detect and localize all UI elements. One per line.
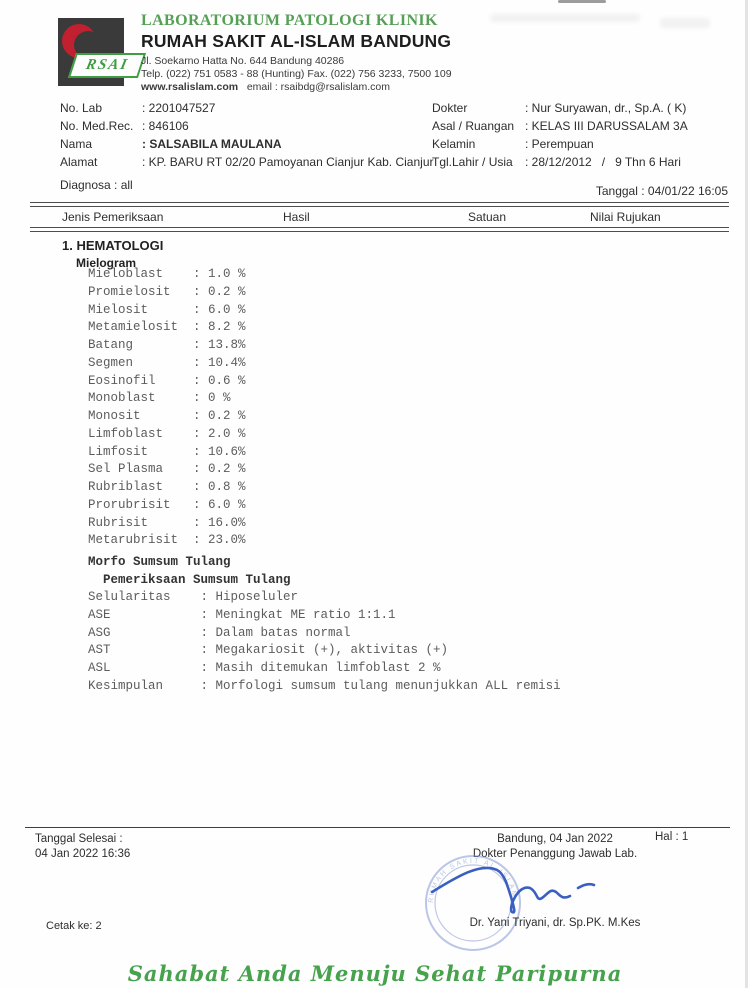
patient-label: No. Med.Rec. [60, 119, 134, 133]
result-name: Kesimpulan [88, 678, 164, 693]
result-name: Prorubrisit [88, 497, 171, 512]
patient-row [60, 119, 189, 133]
group-morfo-title: Morfo Sumsum Tulang [88, 555, 231, 569]
table-header-rule [30, 227, 729, 232]
result-value: : 10.6% [193, 444, 246, 459]
result-value: : 8.2 % [193, 320, 246, 335]
result-value: : 1.0 % [193, 267, 246, 281]
patient-label: Dokter [432, 101, 468, 115]
patient-label: Alamat [60, 155, 98, 169]
page-number: Hal : 1 [655, 831, 689, 843]
result-value: : 2.0 % [193, 426, 246, 441]
result-name: Rubriblast [88, 480, 164, 494]
diagnosa-label: Diagnosa [60, 178, 111, 192]
result-value: : 0.2 % [193, 284, 246, 299]
result-name: Eosinofil [88, 373, 156, 388]
scan-smudge [660, 18, 710, 28]
result-name: Monosit [88, 409, 141, 423]
patient-value: : Perempuan [525, 137, 594, 151]
result-name: Monoblast [88, 391, 156, 406]
result-value: : 0.2 % [193, 462, 246, 477]
patient-value: : 846106 [142, 119, 189, 133]
result-row [88, 590, 561, 608]
lab-title: LABORATORIUM PATOLOGI KLINIK [141, 12, 438, 29]
hospital-web-email [141, 81, 561, 94]
result-name: Selularitas [88, 590, 171, 604]
footer-rule [25, 827, 730, 828]
result-name: Metamielosit [88, 320, 179, 335]
result-value: : 0.8 % [193, 480, 246, 494]
result-row [88, 626, 561, 644]
svg-text:RUMAH SAKIT AL-ISLAM: RUMAH SAKIT AL-ISLAM [427, 857, 518, 904]
finish-label: Tanggal Selesai : [35, 833, 123, 845]
print-count: Cetak ke: 2 [46, 920, 102, 932]
patient-value: : 2201047527 [142, 101, 216, 115]
result-row [88, 661, 561, 679]
scan-mark [558, 0, 606, 3]
group-morfo-subtitle: Pemeriksaan Sumsum Tulang [103, 573, 291, 587]
col-nilai-rujukan: Nilai Rujukan [590, 210, 661, 224]
responsible-label: Dokter Penanggung Jawab Lab. [472, 847, 638, 860]
result-value: : 6.0 % [193, 302, 246, 317]
result-value: : Masih ditemukan limfoblast 2 % [200, 661, 441, 675]
col-hasil: Hasil [283, 210, 310, 224]
result-value: : 0.2 % [193, 409, 246, 423]
col-satuan: Satuan [468, 210, 507, 224]
patient-row [432, 101, 686, 115]
result-row [88, 320, 246, 338]
finish-block [35, 832, 130, 861]
patient-label: Tgl.Lahir / Usia [432, 155, 513, 169]
result-row [88, 303, 246, 321]
patient-label: Kelamin [432, 137, 476, 151]
result-row [88, 498, 246, 516]
result-row [88, 427, 246, 445]
report-date-row: Tanggal : 04/01/22 16:05 [595, 184, 728, 198]
result-row [88, 391, 246, 409]
logo-rsai-badge [68, 53, 146, 78]
result-value: : 0.6 % [193, 373, 246, 388]
result-name: ASG [88, 625, 111, 640]
doctor-name: Dr. Yani Triyani, dr. Sp.PK. M.Kes [469, 917, 641, 929]
diagnosa-row: Diagnosa : all [60, 178, 133, 192]
result-name: Metarubrisit [88, 533, 179, 548]
result-row [88, 338, 246, 356]
result-row [88, 409, 246, 427]
patient-value: : KP. BARU RT 02/20 Pamoyanan Cianjur Kab. Cianjur [142, 155, 434, 169]
result-name: Sel Plasma [88, 462, 164, 477]
hospital-name: RUMAH SAKIT AL-ISLAM BANDUNG [141, 31, 452, 51]
patient-row [60, 155, 434, 169]
patient-row [60, 137, 282, 151]
result-row [88, 533, 246, 551]
patient-row [432, 119, 688, 133]
hospital-phone: Telp. (022) 751 0583 - 88 (Hunting) Fax. (022) 756 3233, 7500 109 [141, 68, 452, 80]
morfologi-rows [88, 590, 561, 697]
patient-value: : SALSABILA MAULANA [142, 137, 282, 151]
result-name: Promielosit [88, 284, 171, 299]
report-date-label: Tanggal [595, 184, 638, 198]
signature-area [400, 848, 630, 968]
result-value: : Morfologi sumsum tulang menunjukkan ALL remisi [200, 678, 561, 693]
letterhead [141, 12, 561, 94]
result-value: : Meningkat ME ratio 1:1.1 [200, 607, 396, 622]
result-row [88, 374, 246, 392]
result-row [88, 480, 246, 498]
hospital-email: email : rsaibdg@rsalislam.com [246, 81, 390, 93]
result-value: : 23.0% [193, 533, 246, 548]
section-hematologi: 1. HEMATOLOGI [62, 238, 164, 253]
result-value: : 0 % [193, 391, 231, 406]
result-row [88, 462, 246, 480]
patient-label: No. Lab [60, 101, 103, 115]
patient-row [432, 155, 681, 169]
result-name: Batang [88, 338, 134, 352]
patient-row [432, 137, 594, 151]
result-row [88, 679, 561, 697]
result-name: Mielosit [88, 302, 149, 317]
patient-value: : KELAS III DARUSSALAM 3A [525, 119, 688, 133]
result-value: : Hiposeluler [200, 590, 299, 604]
hospital-address: Jl. Soekarno Hatta No. 644 Bandung 40286 [141, 55, 345, 67]
patient-row [60, 101, 215, 115]
group-mielogram-title: Mielogram [76, 256, 137, 270]
result-row [88, 267, 246, 285]
table-top-rule [30, 202, 729, 207]
result-name: Limfoblast [88, 426, 164, 441]
scan-edge-shadow [745, 0, 748, 988]
result-name: Segmen [88, 355, 134, 370]
result-row [88, 445, 246, 463]
result-value: : 13.8% [193, 338, 246, 352]
result-name: AST [88, 643, 111, 658]
result-name: Rubrisit [88, 515, 149, 530]
result-value: : 6.0 % [193, 497, 246, 512]
result-row [88, 608, 561, 626]
result-value: : Dalam batas normal [200, 625, 351, 640]
result-value: : 16.0% [193, 515, 246, 530]
result-name: ASE [88, 607, 111, 622]
hospital-website: www.rsalislam.com [141, 81, 239, 93]
logo-text: RSAI [84, 57, 130, 73]
col-jenis-pemeriksaan: Jenis Pemeriksaan [62, 210, 164, 224]
result-row [88, 285, 246, 303]
result-name: ASL [88, 661, 111, 675]
result-row [88, 516, 246, 534]
city-date: Bandung, 04 Jan 2022 [497, 833, 613, 845]
result-value: : 10.4% [193, 355, 246, 370]
diagnosa-value: all [120, 178, 133, 192]
patient-value: : Nur Suryawan, dr., Sp.A. ( K) [525, 101, 687, 115]
patient-label: Nama [60, 137, 93, 151]
mielogram-rows [88, 267, 246, 551]
hospital-motto: Sahabat Anda Menuju Sehat Paripurna [127, 961, 623, 986]
finish-value: 04 Jan 2022 16:36 [35, 847, 131, 860]
result-name: Mieloblast [88, 267, 164, 281]
result-name: Limfosit [88, 444, 149, 459]
patient-label: Asal / Ruangan [432, 119, 515, 133]
result-row [88, 356, 246, 374]
result-value: : Megakariosit (+), aktivitas (+) [200, 643, 449, 658]
result-row [88, 643, 561, 661]
patient-value: : 28/12/2012 / 9 Thn 6 Hari [525, 155, 681, 169]
report-date-value: 04/01/22 16:05 [647, 184, 728, 198]
